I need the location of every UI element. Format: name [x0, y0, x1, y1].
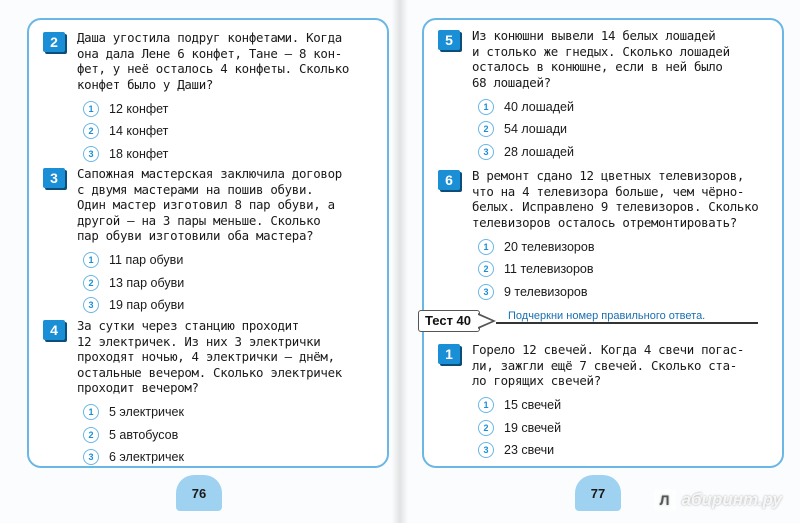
task-5 — [438, 28, 772, 164]
answer-option[interactable] — [478, 281, 772, 302]
option-marker[interactable]: 2 — [478, 420, 494, 436]
question-text: Горело 12 свечей. Когда 4 свечи погас- ли, зажгли ещё 7 свечей. Сколько ста- ло горящих свечей? — [472, 342, 745, 388]
option-label: 20 телевизоров — [504, 239, 595, 254]
question-text: Сапожная мастерская заключила договор с двумя мастерами на пошив обуви. Один мастер изготовил 8 пар обуви, а другой – на 3 пары меньше. Сколько пар обуви изготовили оба мастера? — [77, 166, 342, 243]
task-4 — [43, 318, 377, 469]
option-label: 5 автобусов — [109, 427, 179, 442]
answer-option[interactable] — [83, 272, 377, 293]
right-frame — [422, 18, 784, 468]
task-number: 6 — [438, 170, 460, 190]
option-label: 9 телевизоров — [504, 284, 588, 299]
answer-option[interactable] — [83, 121, 377, 142]
test-banner — [418, 310, 758, 332]
option-marker[interactable]: 3 — [83, 297, 99, 313]
option-label: 12 конфет — [109, 101, 169, 116]
option-label: 14 конфет — [109, 124, 169, 138]
option-label: 11 пар обуви — [109, 253, 184, 267]
answer-option[interactable] — [478, 417, 772, 438]
test-instruction: Подчеркни номер правильного ответа. — [508, 310, 706, 322]
task-1 — [438, 342, 772, 462]
left-frame — [27, 18, 389, 468]
answer-option[interactable] — [478, 141, 772, 162]
option-marker[interactable]: 3 — [478, 442, 494, 458]
answer-option[interactable] — [478, 395, 772, 416]
right-page — [400, 0, 800, 523]
option-marker[interactable]: 2 — [478, 261, 494, 277]
option-label: 13 пар обуви — [109, 275, 185, 290]
test-label: Тест 40 — [418, 310, 480, 332]
answer-option[interactable] — [83, 447, 377, 468]
option-label: 28 лошадей — [504, 144, 574, 159]
option-marker[interactable]: 3 — [83, 146, 99, 162]
option-label: 18 конфет — [109, 146, 169, 161]
option-marker[interactable]: 3 — [478, 284, 494, 300]
option-label: 11 телевизоров — [504, 262, 594, 276]
task-2 — [43, 30, 377, 166]
answer-option[interactable] — [83, 402, 377, 423]
question-text: За сутки через станцию проходит 12 электричек. Из них 3 электрички проходят ночью, 4 электрички – днём, остальные вечером. Сколько электричек проходит вечером? — [77, 318, 342, 395]
task-number: 3 — [43, 168, 65, 188]
option-marker[interactable]: 1 — [83, 404, 99, 420]
option-label: 5 электричек — [109, 405, 184, 419]
task-number: 4 — [43, 320, 65, 340]
answer-options — [83, 250, 377, 316]
question-text: В ремонт сдано 12 цветных телевизоров, что на 4 телевизора больше, чем чёрно- белых. Исправлено 9 телевизоров. Сколько телевизоров осталось отремонтировать? — [472, 168, 759, 230]
option-marker[interactable]: 2 — [83, 123, 99, 139]
task-number: 1 — [438, 344, 460, 364]
watermark — [654, 489, 782, 511]
option-marker[interactable]: 1 — [83, 101, 99, 117]
task-number: 5 — [438, 30, 460, 50]
option-marker[interactable]: 2 — [478, 121, 494, 137]
book-gutter — [392, 0, 408, 523]
option-label: 40 лошадей — [504, 99, 574, 114]
answer-options — [478, 395, 772, 461]
answer-option[interactable] — [478, 96, 772, 117]
labirint-logo-icon: Л — [654, 489, 676, 511]
option-marker[interactable]: 2 — [83, 427, 99, 443]
option-marker[interactable]: 1 — [83, 252, 99, 268]
option-label: 19 пар обуви — [109, 298, 185, 312]
answer-option[interactable] — [478, 236, 772, 257]
answer-option[interactable] — [478, 440, 772, 461]
answer-option[interactable] — [478, 259, 772, 280]
option-marker[interactable]: 1 — [478, 397, 494, 413]
option-marker[interactable]: 1 — [478, 99, 494, 115]
answer-options — [478, 96, 772, 162]
answer-options — [478, 236, 772, 302]
option-marker[interactable]: 2 — [83, 275, 99, 291]
page-number: 77 — [575, 475, 621, 511]
option-label: 23 свечи — [504, 443, 555, 457]
option-marker[interactable]: 3 — [478, 144, 494, 160]
option-marker[interactable]: 1 — [478, 239, 494, 255]
page-number: 76 — [176, 475, 222, 511]
question-text: Из конюшни вывели 14 белых лошадей и столько же гнедых. Сколько лошадей осталось в конюшне, если в ней было 68 лошадей? — [472, 28, 730, 90]
answer-option[interactable] — [83, 295, 377, 316]
answer-option[interactable] — [83, 143, 377, 164]
answer-options — [83, 402, 377, 468]
question-text: Даша угостила подруг конфетами. Когда она дала Лене 6 конфет, Тане – 8 кон- фет, у неё осталось 4 конфеты. Сколько конфет было у Даши? — [77, 30, 350, 92]
option-label: 6 электричек — [109, 450, 184, 464]
answer-option[interactable] — [478, 119, 772, 140]
task-3 — [43, 166, 377, 317]
option-label: 54 лошади — [504, 122, 568, 136]
answer-option[interactable] — [83, 98, 377, 119]
task-number: 2 — [43, 32, 65, 52]
banner-rule — [496, 322, 758, 324]
answer-options — [83, 98, 377, 164]
task-6 — [438, 168, 772, 304]
answer-option[interactable] — [83, 250, 377, 271]
option-label: 15 свечей — [504, 398, 562, 412]
answer-option[interactable] — [83, 424, 377, 445]
watermark-text: абиринт.ру — [681, 490, 782, 509]
option-marker[interactable]: 3 — [83, 449, 99, 465]
option-label: 19 свечей — [504, 420, 562, 435]
